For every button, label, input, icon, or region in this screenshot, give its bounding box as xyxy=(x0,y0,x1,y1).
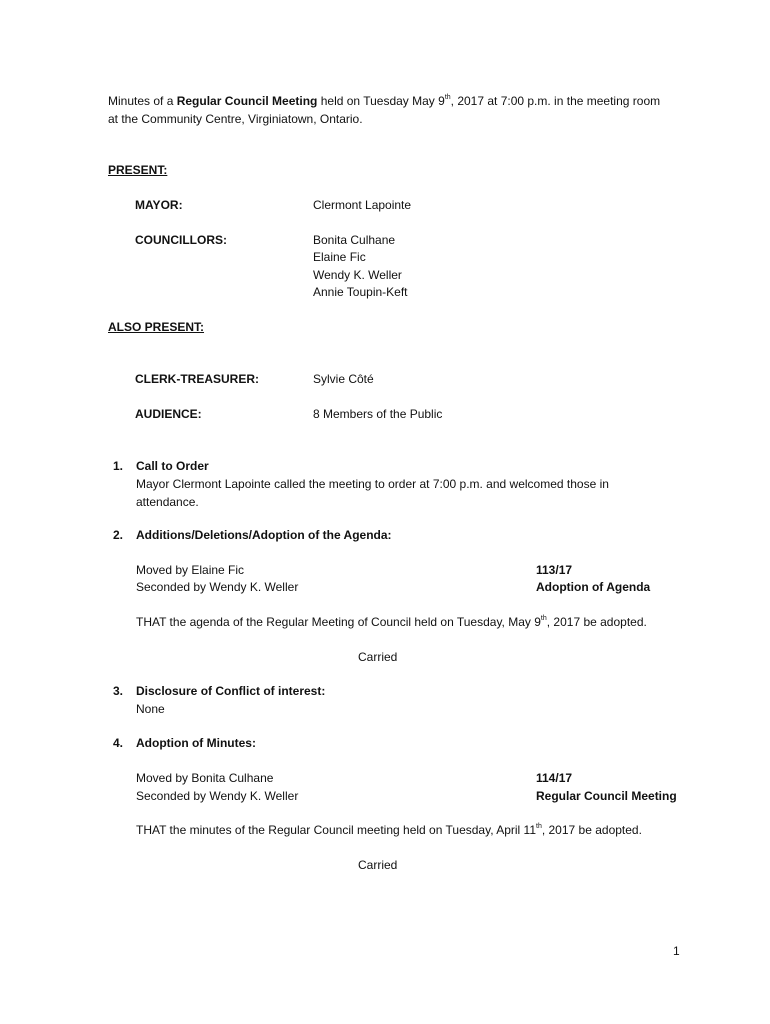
moved-by: Moved by Elaine Fic xyxy=(136,563,245,577)
meeting-type: Regular Council Meeting xyxy=(176,94,318,108)
councillor-name: Bonita Culhane xyxy=(313,233,396,247)
intro-prefix: Minutes of a xyxy=(108,94,177,108)
item-text: None xyxy=(136,702,165,716)
item-text: Mayor Clermont Lapointe called the meeting to order at 7:00 p.m. and welcomed those in attendance. xyxy=(136,477,609,509)
motion-result: Carried xyxy=(358,858,398,872)
seconded-by: Seconded by Wendy K. Weller xyxy=(136,580,299,594)
resolution-title: Adoption of Agenda xyxy=(536,580,651,594)
audience-label: AUDIENCE: xyxy=(135,407,202,421)
item-title: Adoption of Minutes: xyxy=(136,736,256,750)
mayor-name: Clermont Lapointe xyxy=(313,198,412,212)
motion-text-a: THAT the minutes of the Regular Council meeting held on Tuesday, April 11 xyxy=(136,823,536,837)
item-number: 2. xyxy=(113,528,124,542)
intro-held-on: held on Tuesday May 9 xyxy=(317,94,445,108)
item-title: Call to Order xyxy=(136,459,209,473)
intro-rest: , 2017 at 7:00 p.m. in the meeting room at the Community Centre, Virginiatown, Ontario. xyxy=(108,94,661,126)
item-title: Additions/Deletions/Adoption of the Agenda: xyxy=(136,528,392,542)
councillors-label: COUNCILLORS: xyxy=(135,233,227,247)
councillor-name: Elaine Fic xyxy=(313,250,366,264)
motion-result: Carried xyxy=(358,650,398,664)
clerk-name: Sylvie Côté xyxy=(313,372,374,386)
page-number: 1 xyxy=(673,944,680,958)
resolution-number: 113/17 xyxy=(536,563,573,577)
moved-by: Moved by Bonita Culhane xyxy=(136,771,274,785)
councillor-name: Annie Toupin-Keft xyxy=(313,285,408,299)
motion-text-b: , 2017 be adopted. xyxy=(541,823,642,837)
item-number: 3. xyxy=(113,684,124,698)
intro-date-sup: th xyxy=(444,94,451,101)
resolution-title: Regular Council Meeting xyxy=(536,789,677,803)
item-number: 4. xyxy=(113,736,124,750)
seconded-by: Seconded by Wendy K. Weller xyxy=(136,789,299,803)
present-heading: PRESENT: xyxy=(108,163,168,177)
councillor-name: Wendy K. Weller xyxy=(313,268,402,282)
mayor-label: MAYOR: xyxy=(135,198,183,212)
motion-text xyxy=(136,822,642,840)
resolution-number: 114/17 xyxy=(536,771,573,785)
item-number: 1. xyxy=(113,459,124,473)
audience-value: 8 Members of the Public xyxy=(313,407,443,421)
clerk-label: CLERK-TREASURER: xyxy=(135,372,259,386)
motion-text xyxy=(136,614,647,632)
motion-sup: th xyxy=(540,615,547,622)
motion-text-a: THAT the agenda of the Regular Meeting of Council held on Tuesday, May 9 xyxy=(136,615,541,629)
motion-text-b: , 2017 be adopted. xyxy=(546,615,647,629)
intro-paragraph xyxy=(108,93,668,128)
motion-sup: th xyxy=(536,823,542,830)
also-present-heading: ALSO PRESENT: xyxy=(108,320,205,334)
item-title: Disclosure of Conflict of interest: xyxy=(136,684,326,698)
